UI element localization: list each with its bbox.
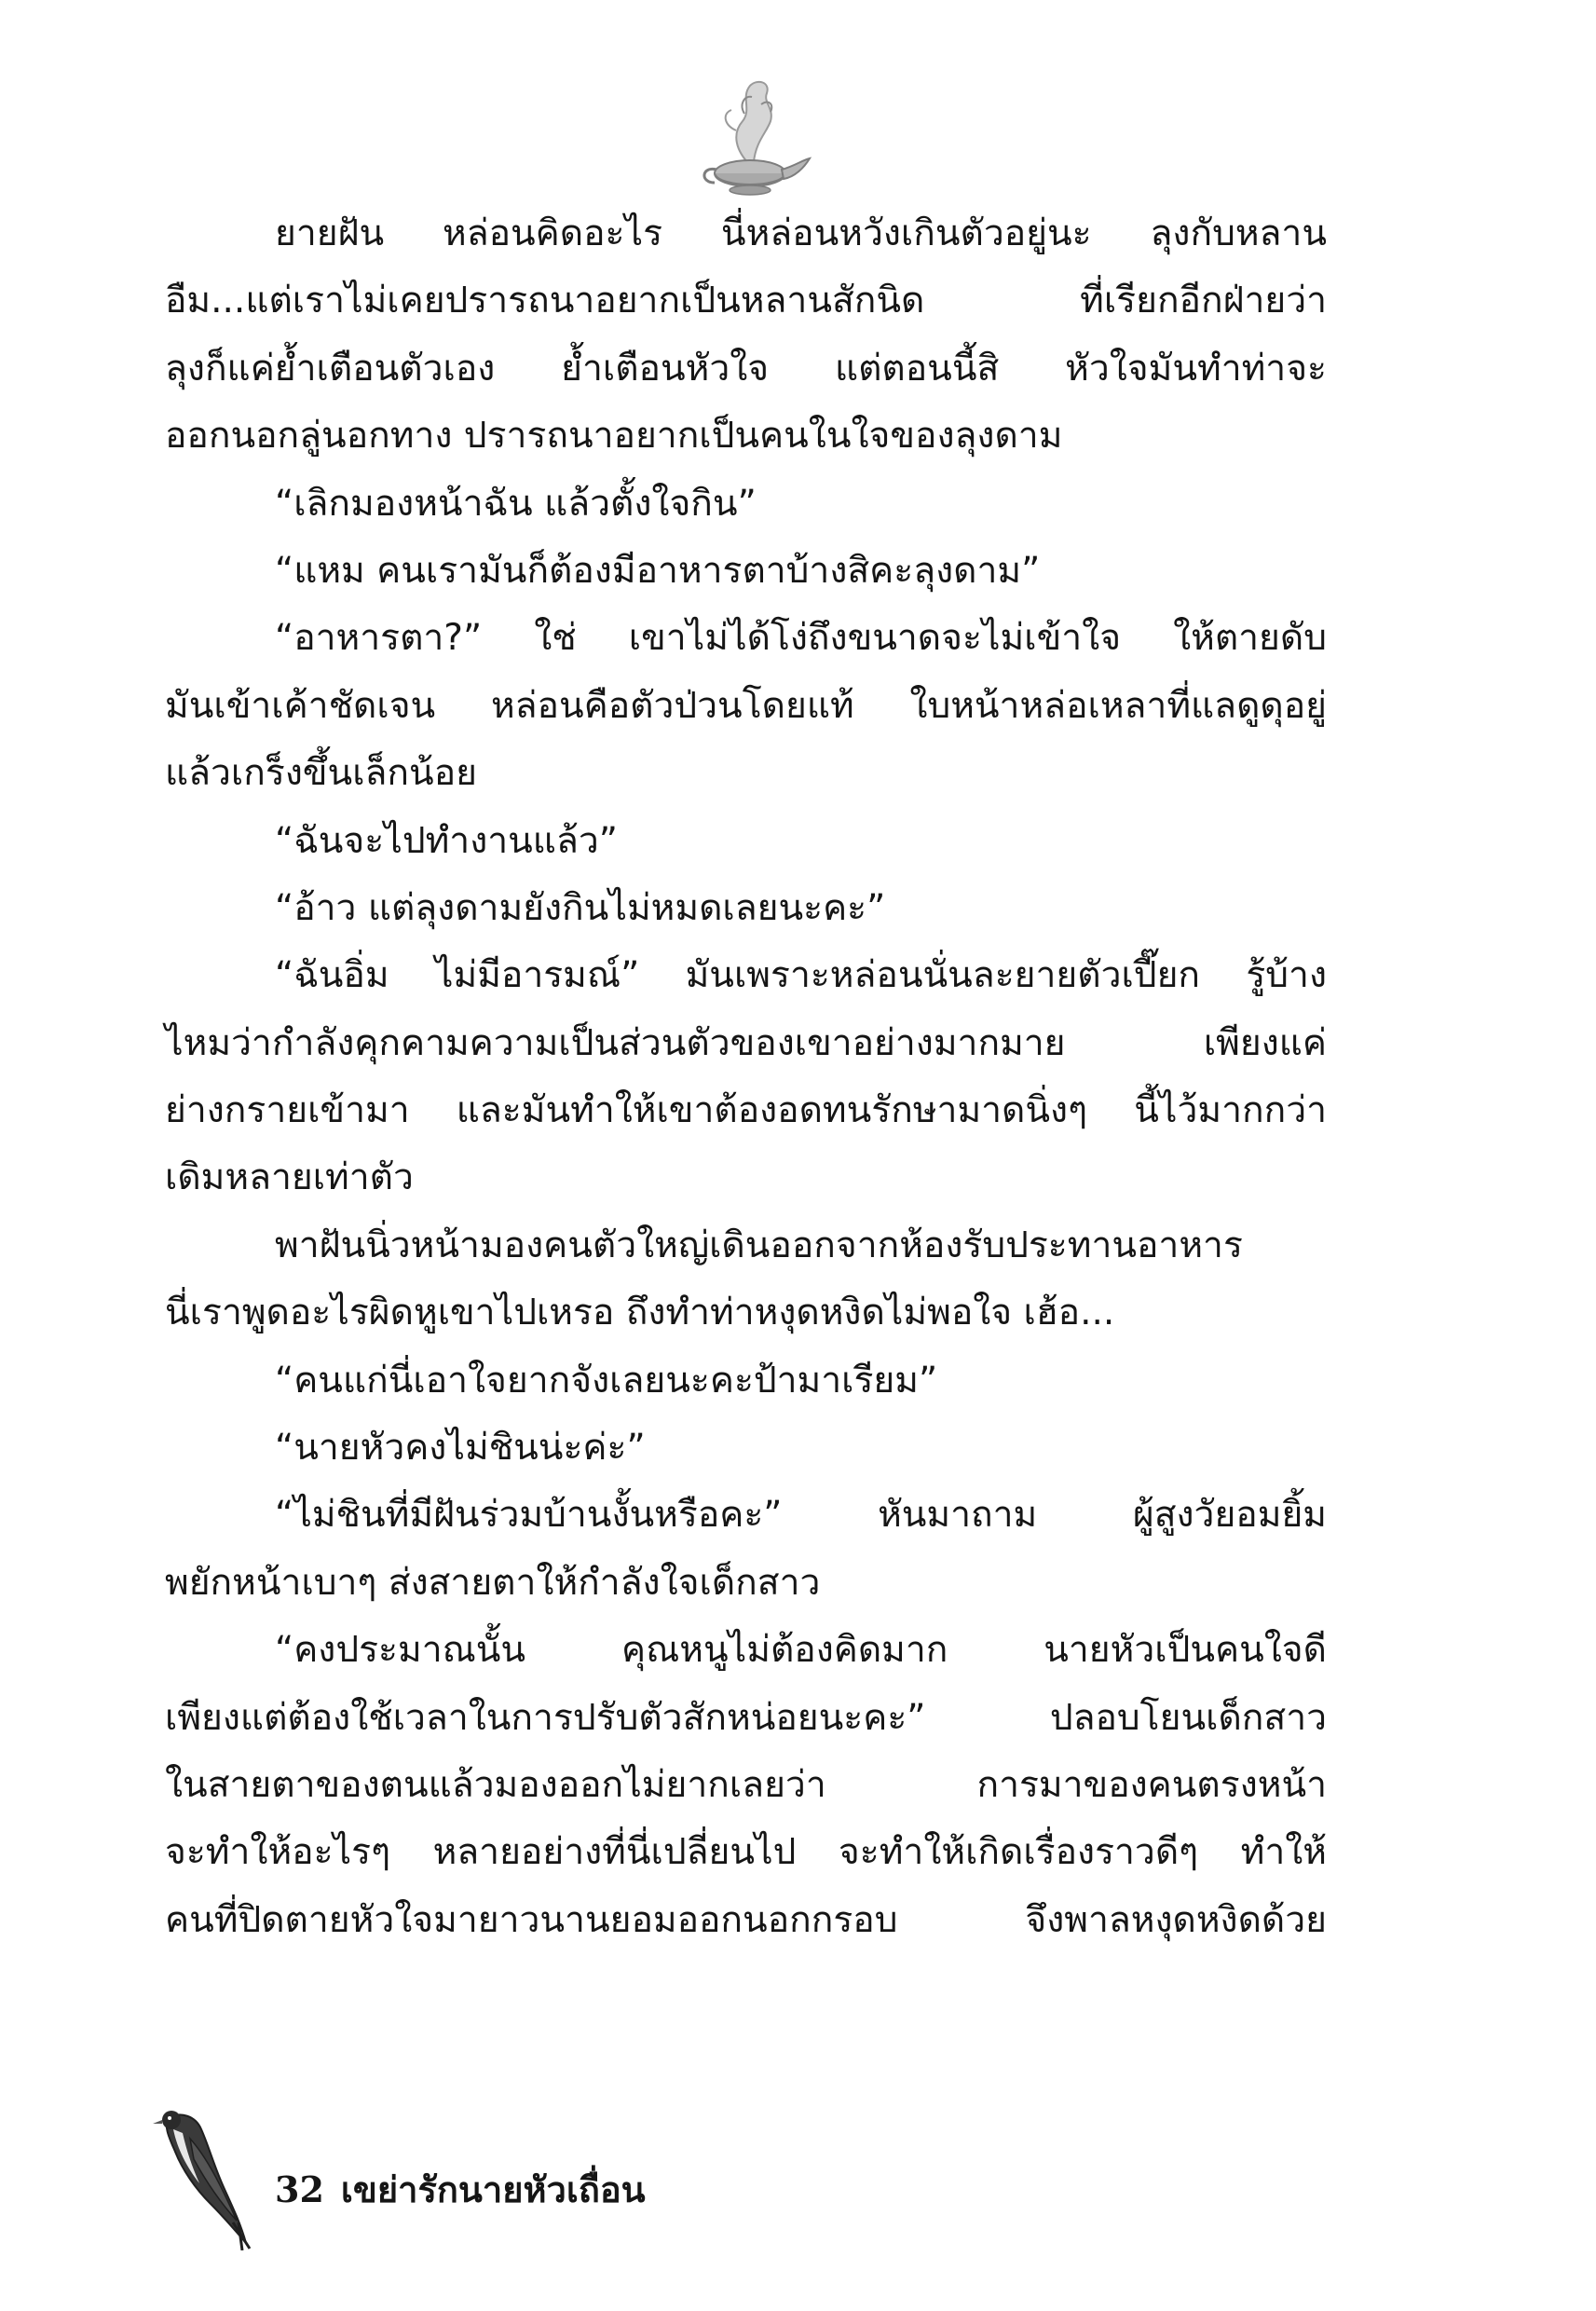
- text-line: ไหมว่ากำลังคุกคามความเป็นส่วนตัวของเขาอย่างมากมาย เพียงแค่: [165, 1021, 1327, 1064]
- swallow-bird-icon: [149, 2101, 252, 2250]
- text-line: “อ้าว แต่ลุงดามยังกินไม่หมดเลยนะคะ”: [275, 886, 886, 929]
- text-line: “ไม่ชินที่มีฝันร่วมบ้านงั้นหรือคะ” หันมาถาม ผู้สูงวัยอมยิ้ม: [275, 1494, 1327, 1537]
- page-number: 32: [275, 2168, 324, 2210]
- text-line: พยักหน้าเบาๆ ส่งสายตาให้กำลังใจเด็กสาว: [165, 1561, 821, 1604]
- text-line: จะทำให้อะไรๆ หลายอย่างที่นี่เปลี่ยนไป จะทำให้เกิดเรื่องราวดีๆ ทำให้: [165, 1831, 1327, 1874]
- text-line: “คนแก่นี่เอาใจยากจังเลยนะคะป้ามาเรียม”: [275, 1359, 938, 1402]
- text-line: “นายหัวคงไม่ชินน่ะค่ะ”: [275, 1427, 646, 1470]
- text-line: มันเข้าเค้าชัดเจน หล่อนคือตัวป่วนโดยแท้ ใบหน้าหล่อเหลาที่แลดูดุอยู่: [165, 684, 1327, 727]
- footer-text: [275, 2167, 646, 2213]
- text-line: เดิมหลายเท่าตัว: [165, 1156, 414, 1199]
- text-line: ยายฝัน หล่อนคิดอะไร นี่หล่อนหวังเกินตัวอยู่นะ ลุงกับหลาน: [275, 212, 1327, 254]
- text-line: พาฝันนิ่วหน้ามองคนตัวใหญ่เดินออกจากห้องรับประทานอาหาร: [275, 1224, 1243, 1266]
- text-line: นี่เราพูดอะไรผิดหูเขาไปเหรอ ถึงทำท่าหงุดหงิดไม่พอใจ เฮ้อ...: [165, 1292, 1115, 1334]
- text-line: ย่างกรายเข้ามา และมันทำให้เขาต้องอดทนรักษามาดนิ่งๆ นี้ไว้มากกว่า: [165, 1089, 1327, 1132]
- text-line: อืม...แต่เราไม่เคยปรารถนาอยากเป็นหลานสักนิด ที่เรียกอีกฝ่ายว่า: [165, 280, 1327, 322]
- text-line: ออกนอกลู่นอกทาง ปรารถนาอยากเป็นคนในใจของลุงดาม: [165, 415, 1063, 458]
- text-line: “เลิกมองหน้าฉัน แล้วตั้งใจกิน”: [275, 482, 757, 525]
- page-footer: [149, 2101, 708, 2250]
- text-line: ในสายตาของตนแล้วมองออกไม่ยากเลยว่า การมาของคนตรงหน้า: [165, 1763, 1327, 1806]
- text-line: “ฉันอิ่ม ไม่มีอารมณ์” มันเพราะหล่อนนั่นละยายตัวเปี๊ยก รู้บ้าง: [275, 954, 1327, 997]
- text-line: ลุงก็แค่ย้ำเตือนตัวเอง ย้ำเตือนหัวใจ แต่ตอนนี้สิ หัวใจมันทำท่าจะ: [165, 347, 1327, 390]
- text-line: “อาหารตา?” ใช่ เขาไม่ได้โง่ถึงขนาดจะไม่เข้าใจ ให้ตายดับ: [275, 617, 1327, 660]
- text-line: “ฉันจะไปทำงานแล้ว”: [275, 819, 618, 862]
- text-line: “แหม คนเรามันก็ต้องมีอาหารตาบ้างสิคะลุงดาม”: [275, 549, 1041, 592]
- text-line: คนที่ปิดตายหัวใจมายาวนานยอมออกนอกกรอบ จึงพาลหงุดหงิดด้วย: [165, 1898, 1327, 1941]
- book-title: เขย่ารักนายหัวเถื่อน: [340, 2168, 646, 2210]
- teapot-genie-icon: [685, 76, 815, 198]
- text-line: เพียงแต่ต้องใช้เวลาในการปรับตัวสักหน่อยนะคะ” ปลอบโยนเด็กสาว: [165, 1696, 1327, 1739]
- body-text: [165, 200, 1327, 1954]
- text-line: แล้วเกร็งขึ้นเล็กน้อย: [165, 752, 477, 795]
- text-line: “คงประมาณนั้น คุณหนูไม่ต้องคิดมาก นายหัวเป็นคนใจดี: [275, 1629, 1327, 1672]
